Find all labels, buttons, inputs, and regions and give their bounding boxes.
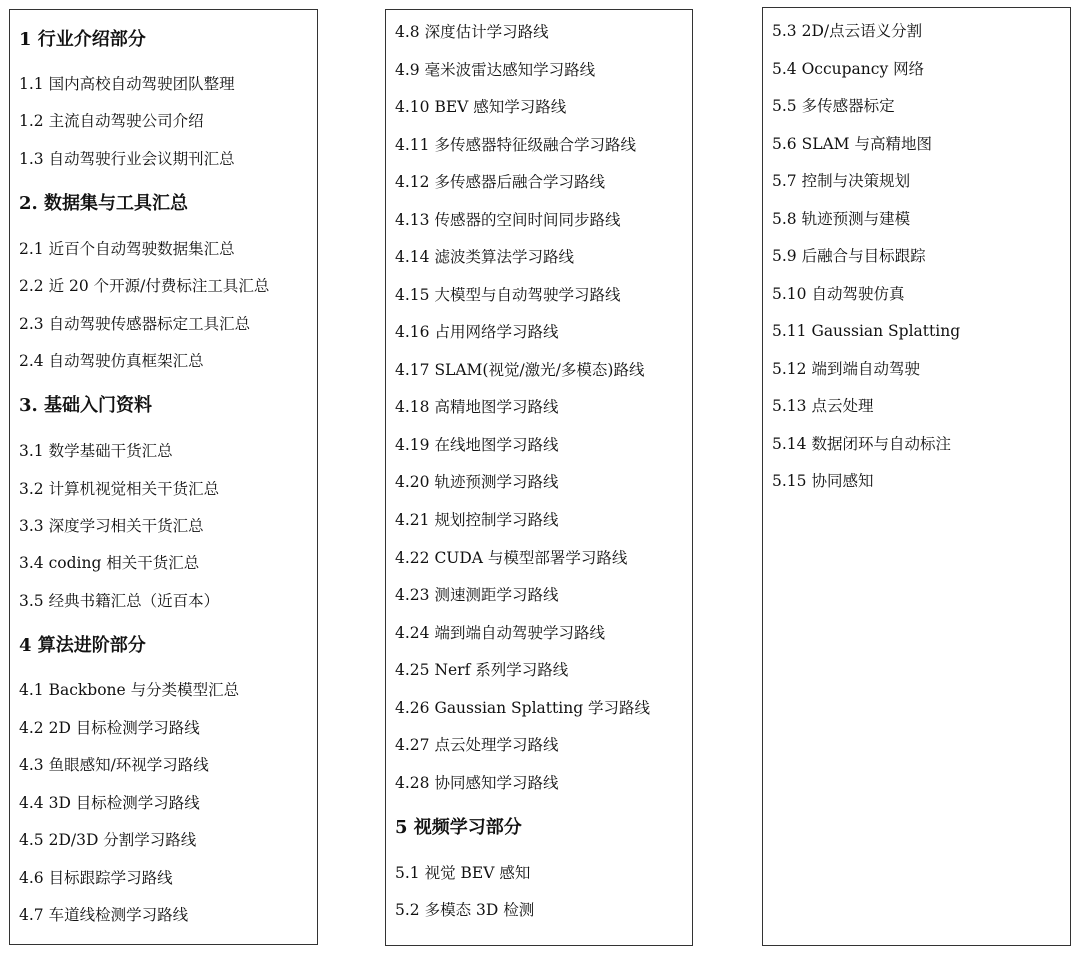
toc-entry: 5.7 控制与决策规划 xyxy=(772,172,911,190)
toc-entry: 4.1 Backbone 与分类模型汇总 xyxy=(19,681,240,699)
toc-entry: 3.1 数学基础干货汇总 xyxy=(19,442,173,460)
toc-entry: 4.5 2D/3D 分割学习路线 xyxy=(19,831,197,849)
toc-entry: 4.20 轨迹预测学习路线 xyxy=(395,473,559,491)
section-heading: 1 行业介绍部分 xyxy=(19,29,146,50)
toc-entry: 5.4 Occupancy 网络 xyxy=(772,60,925,78)
toc-entry: 5.1 视觉 BEV 感知 xyxy=(395,864,531,882)
toc-entry: 2.2 近 20 个开源/付费标注工具汇总 xyxy=(19,277,270,295)
toc-entry: 5.12 端到端自动驾驶 xyxy=(772,360,920,378)
toc-entry: 4.2 2D 目标检测学习路线 xyxy=(19,719,200,737)
toc-entry: 5.2 多模态 3D 检测 xyxy=(395,901,535,919)
toc-entry: 4.3 鱼眼感知/环视学习路线 xyxy=(19,756,209,774)
toc-entry: 4.24 端到端自动驾驶学习路线 xyxy=(395,624,605,642)
toc-entry: 4.6 目标跟踪学习路线 xyxy=(19,869,173,887)
toc-entry: 4.14 滤波类算法学习路线 xyxy=(395,248,574,266)
toc-entry: 4.15 大模型与自动驾驶学习路线 xyxy=(395,286,621,304)
toc-entry: 3.2 计算机视觉相关干货汇总 xyxy=(19,480,220,498)
toc-entry: 4.22 CUDA 与模型部署学习路线 xyxy=(395,549,628,567)
toc-entry: 4.21 规划控制学习路线 xyxy=(395,511,559,529)
toc-entry: 5.14 数据闭环与自动标注 xyxy=(772,435,951,453)
toc-entry: 5.15 协同感知 xyxy=(772,472,874,490)
toc-entry: 4.11 多传感器特征级融合学习路线 xyxy=(395,136,636,154)
toc-entry: 4.28 协同感知学习路线 xyxy=(395,774,559,792)
toc-entry: 5.8 轨迹预测与建模 xyxy=(772,210,911,228)
toc-entry: 4.18 高精地图学习路线 xyxy=(395,398,559,416)
toc-entry: 4.7 车道线检测学习路线 xyxy=(19,906,189,924)
toc-entry: 5.10 自动驾驶仿真 xyxy=(772,285,905,303)
section-heading: 3. 基础入门资料 xyxy=(19,395,153,416)
toc-column-2 xyxy=(385,9,693,946)
toc-entry: 4.10 BEV 感知学习路线 xyxy=(395,98,567,116)
toc-entry: 5.11 Gaussian Splatting xyxy=(772,322,961,340)
toc-entry: 3.4 coding 相关干货汇总 xyxy=(19,554,200,572)
toc-entry: 5.9 后融合与目标跟踪 xyxy=(772,247,926,265)
toc-entry: 1.3 自动驾驶行业会议期刊汇总 xyxy=(19,150,235,168)
toc-entry: 4.26 Gaussian Splatting 学习路线 xyxy=(395,699,651,717)
toc-entry: 4.9 毫米波雷达感知学习路线 xyxy=(395,61,596,79)
toc-entry: 2.1 近百个自动驾驶数据集汇总 xyxy=(19,240,235,258)
toc-entry: 2.3 自动驾驶传感器标定工具汇总 xyxy=(19,315,251,333)
toc-column-3 xyxy=(762,7,1071,946)
toc-entry: 4.16 占用网络学习路线 xyxy=(395,323,559,341)
toc-entry: 4.4 3D 目标检测学习路线 xyxy=(19,794,200,812)
toc-entry: 4.19 在线地图学习路线 xyxy=(395,436,559,454)
toc-entry: 1.2 主流自动驾驶公司介绍 xyxy=(19,112,204,130)
toc-entry: 4.12 多传感器后融合学习路线 xyxy=(395,173,605,191)
toc-entry: 4.23 测速测距学习路线 xyxy=(395,586,559,604)
toc-entry: 5.3 2D/点云语义分割 xyxy=(772,22,923,40)
toc-entry: 4.8 深度估计学习路线 xyxy=(395,23,549,41)
toc-entry: 3.3 深度学习相关干货汇总 xyxy=(19,517,204,535)
section-heading: 4 算法进阶部分 xyxy=(19,635,146,656)
toc-entry: 5.5 多传感器标定 xyxy=(772,97,895,115)
section-heading: 5 视频学习部分 xyxy=(395,817,522,838)
toc-entry: 4.27 点云处理学习路线 xyxy=(395,736,559,754)
toc-entry: 5.6 SLAM 与高精地图 xyxy=(772,135,932,153)
section-heading: 2. 数据集与工具汇总 xyxy=(19,193,189,214)
toc-entry: 1.1 国内高校自动驾驶团队整理 xyxy=(19,75,235,93)
toc-entry: 4.13 传感器的空间时间同步路线 xyxy=(395,211,621,229)
toc-entry: 5.13 点云处理 xyxy=(772,397,874,415)
toc-column-1 xyxy=(9,9,318,945)
toc-entry: 4.17 SLAM(视觉/激光/多模态)路线 xyxy=(395,361,645,379)
toc-entry: 4.25 Nerf 系列学习路线 xyxy=(395,661,569,679)
toc-entry: 3.5 经典书籍汇总（近百本） xyxy=(19,592,220,610)
toc-entry: 2.4 自动驾驶仿真框架汇总 xyxy=(19,352,204,370)
